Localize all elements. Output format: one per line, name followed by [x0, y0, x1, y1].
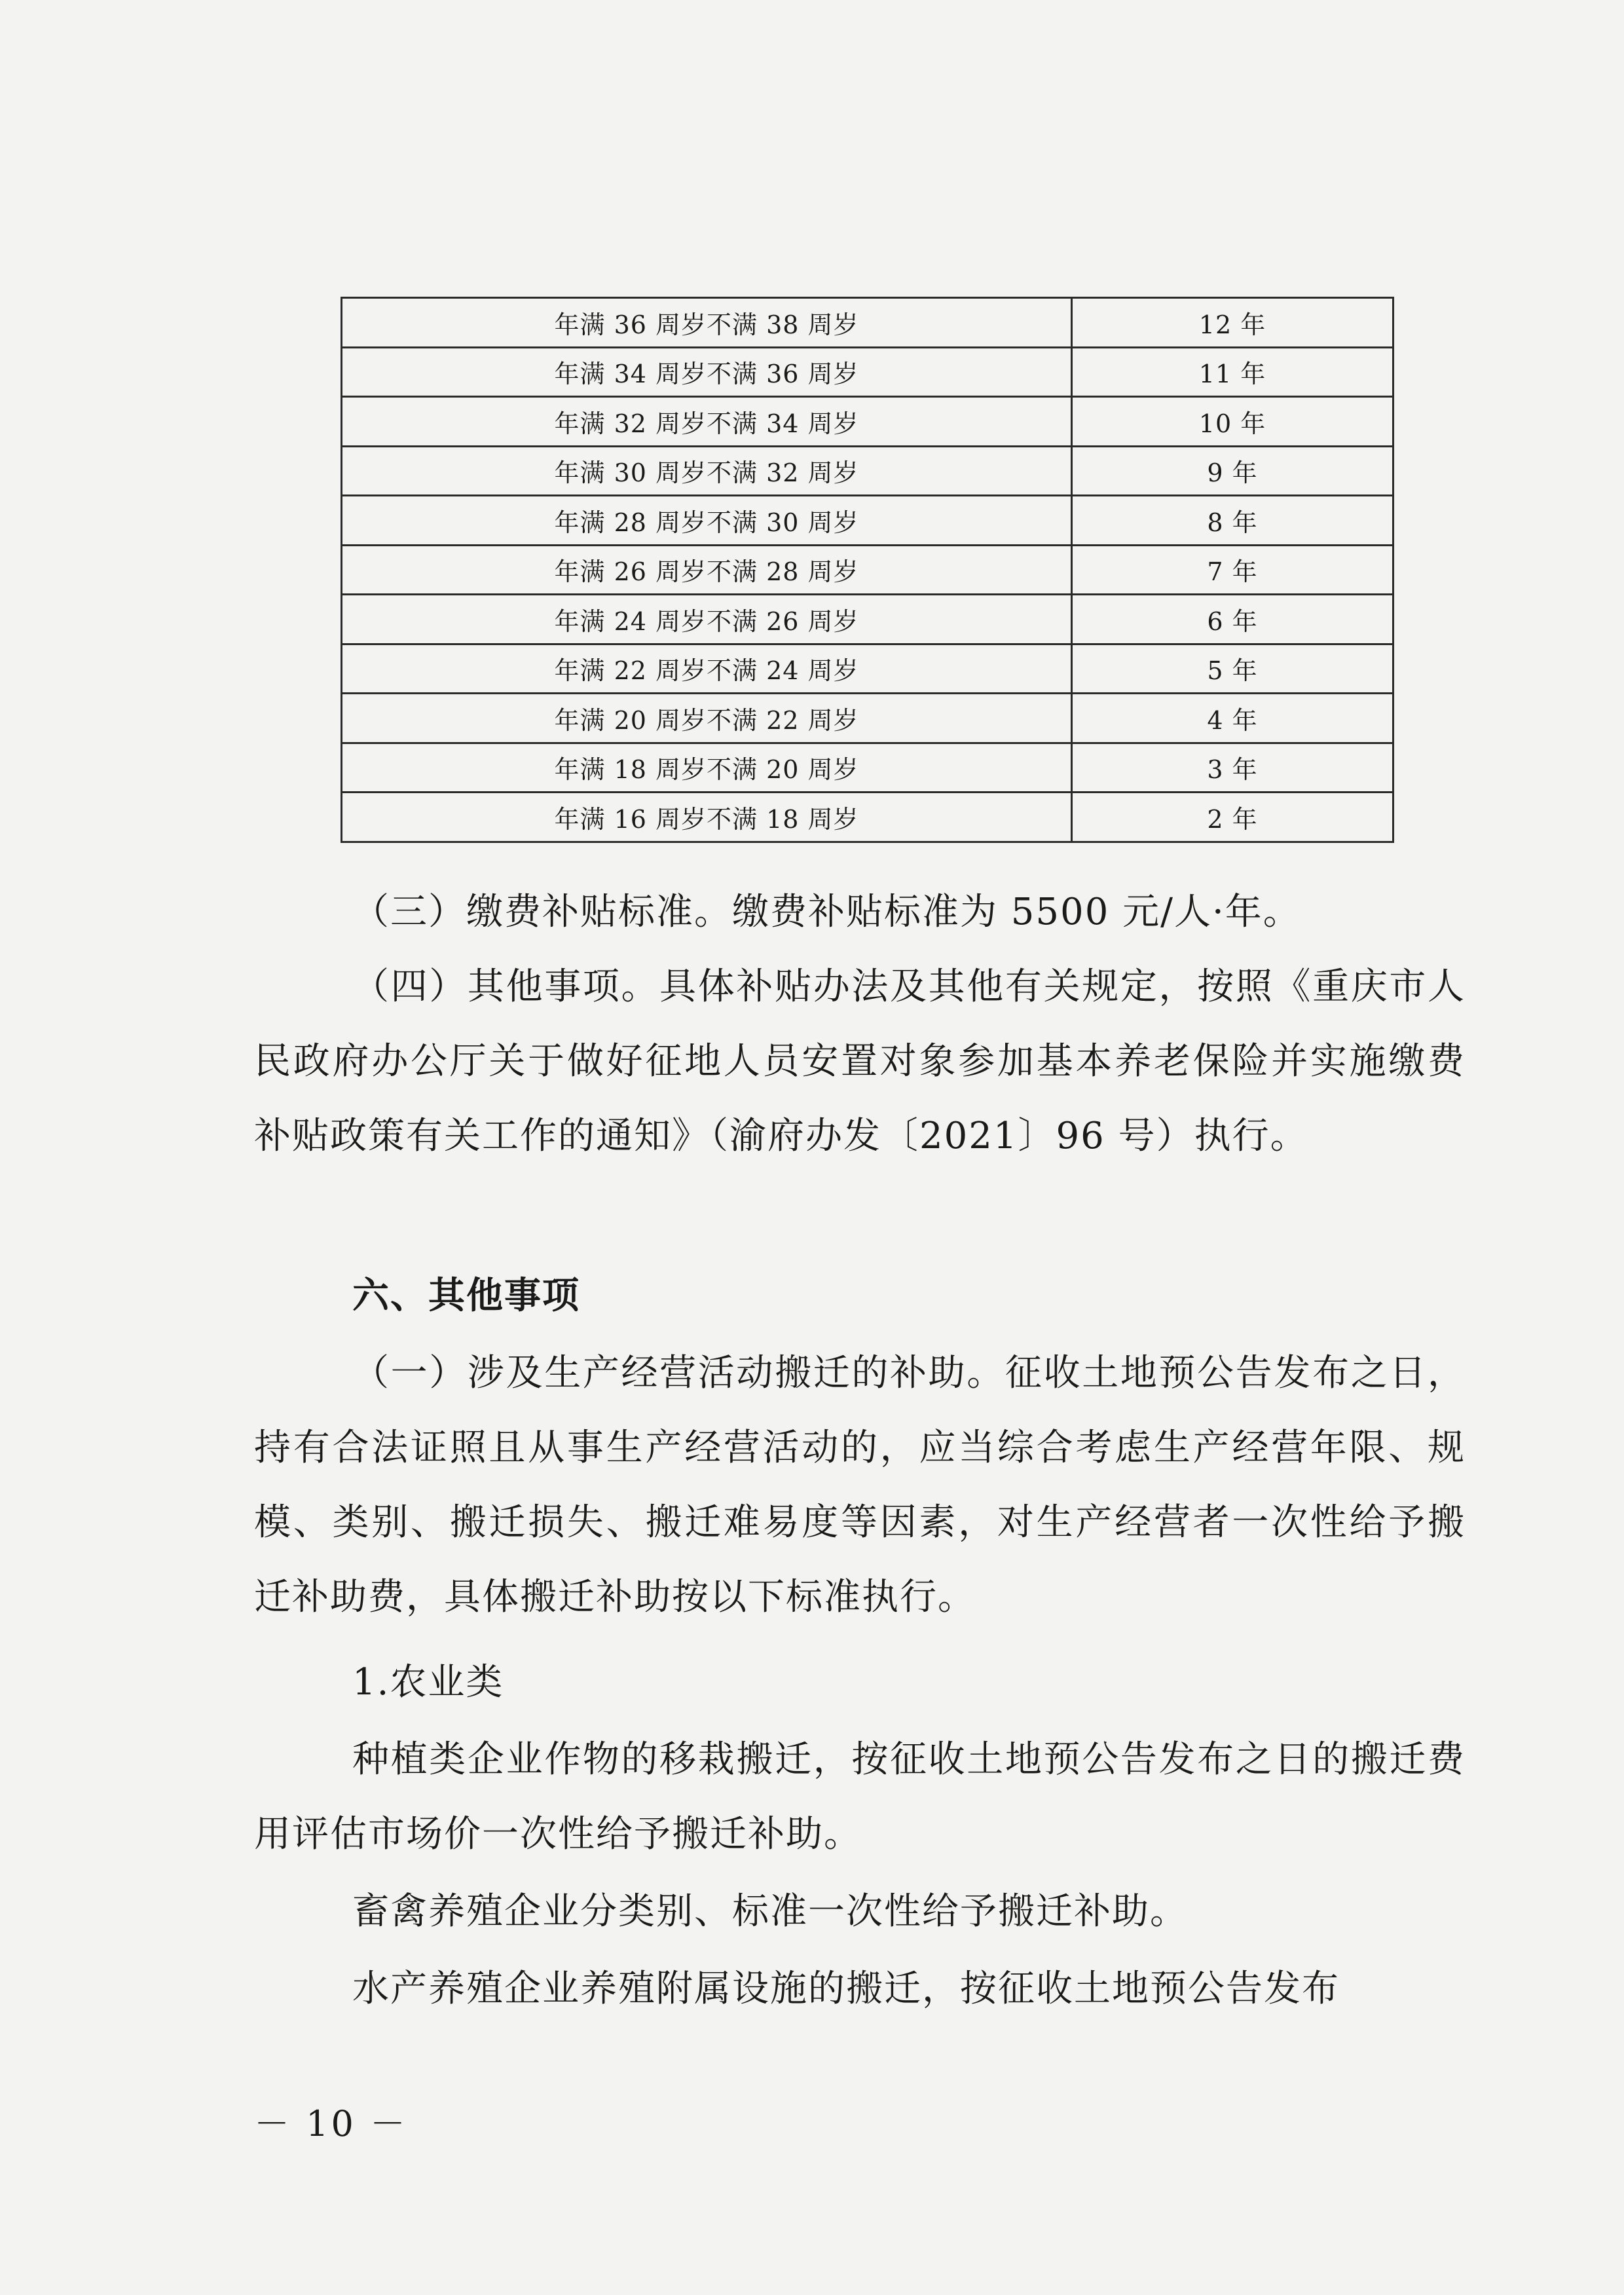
table-row — [342, 743, 1393, 793]
years-cell: 2 年 — [1072, 793, 1393, 842]
table-row — [342, 644, 1393, 694]
age-range-cell: 年满 30 周岁不满 32 周岁 — [342, 446, 1072, 496]
paragraph-aquaculture: 水产养殖企业养殖附属设施的搬迁，按征收土地预公告发布 — [352, 1968, 1340, 2010]
table-row — [342, 595, 1393, 644]
years-cell: 7 年 — [1072, 545, 1393, 595]
age-range-cell: 年满 32 周岁不满 34 周岁 — [342, 397, 1072, 447]
age-range-cell: 年满 24 周岁不满 26 周岁 — [342, 595, 1072, 644]
age-range-cell: 年满 26 周岁不满 28 周岁 — [342, 545, 1072, 595]
age-range-cell: 年满 16 周岁不满 18 周岁 — [342, 793, 1072, 842]
paragraph-other-matters: （四）其他事项。具体补贴办法及其他有关规定，按照《重庆市人民政府办公厅关于做好征地人员安置对象参加基本养老保险并实施缴费补贴政策有关工作的通知》（渝府办发〔2021〕96 号）执行。 — [254, 965, 1466, 1157]
table-row — [342, 694, 1393, 743]
paragraph-planting: 种植类企业作物的移栽搬迁，按征收土地预公告发布之日的搬迁费用评估市场价一次性给予搬迁补助。 — [254, 1738, 1466, 1856]
age-range-cell: 年满 18 周岁不满 20 周岁 — [342, 743, 1072, 793]
age-range-cell: 年满 36 周岁不满 38 周岁 — [342, 298, 1072, 348]
section-heading: 六、其他事项 — [352, 1275, 580, 1317]
age-range-cell: 年满 28 周岁不满 30 周岁 — [342, 496, 1072, 546]
paragraph-livestock: 畜禽养殖企业分类别、标准一次性给予搬迁补助。 — [352, 1890, 1188, 1933]
years-cell: 6 年 — [1072, 595, 1393, 644]
years-cell: 5 年 — [1072, 644, 1393, 694]
age-range-cell: 年满 22 周岁不满 24 周岁 — [342, 644, 1072, 694]
table-row — [342, 397, 1393, 447]
age-range-cell: 年满 20 周岁不满 22 周岁 — [342, 694, 1072, 743]
table-row — [342, 793, 1393, 842]
years-cell: 12 年 — [1072, 298, 1393, 348]
paragraph-relocation-subsidy: （一）涉及生产经营活动搬迁的补助。征收土地预公告发布之日，持有合法证照且从事生产经营活动的，应当综合考虑生产经营年限、规模、类别、搬迁损失、搬迁难易度等因素，对生产经营者一次性给予搬迁补助费，具体搬迁补助按以下标准执行。 — [254, 1352, 1466, 1618]
table-row — [342, 545, 1393, 595]
years-cell: 4 年 — [1072, 694, 1393, 743]
table-body — [342, 298, 1393, 842]
years-cell: 11 年 — [1072, 347, 1393, 397]
age-range-cell: 年满 34 周岁不满 36 周岁 — [342, 347, 1072, 397]
years-cell: 9 年 — [1072, 446, 1393, 496]
years-cell: 10 年 — [1072, 397, 1393, 447]
subheading-agriculture: 1.农业类 — [352, 1661, 504, 1704]
paragraph-subsidy-standard: （三）缴费补贴标准。缴费补贴标准为 5500 元/人·年。 — [352, 891, 1301, 933]
years-cell: 8 年 — [1072, 496, 1393, 546]
table-row — [342, 496, 1393, 546]
age-years-table — [341, 297, 1394, 843]
years-cell: 3 年 — [1072, 743, 1393, 793]
table-row — [342, 298, 1393, 348]
page-number: － 10 － — [254, 2103, 409, 2144]
table-row — [342, 347, 1393, 397]
table-row — [342, 446, 1393, 496]
